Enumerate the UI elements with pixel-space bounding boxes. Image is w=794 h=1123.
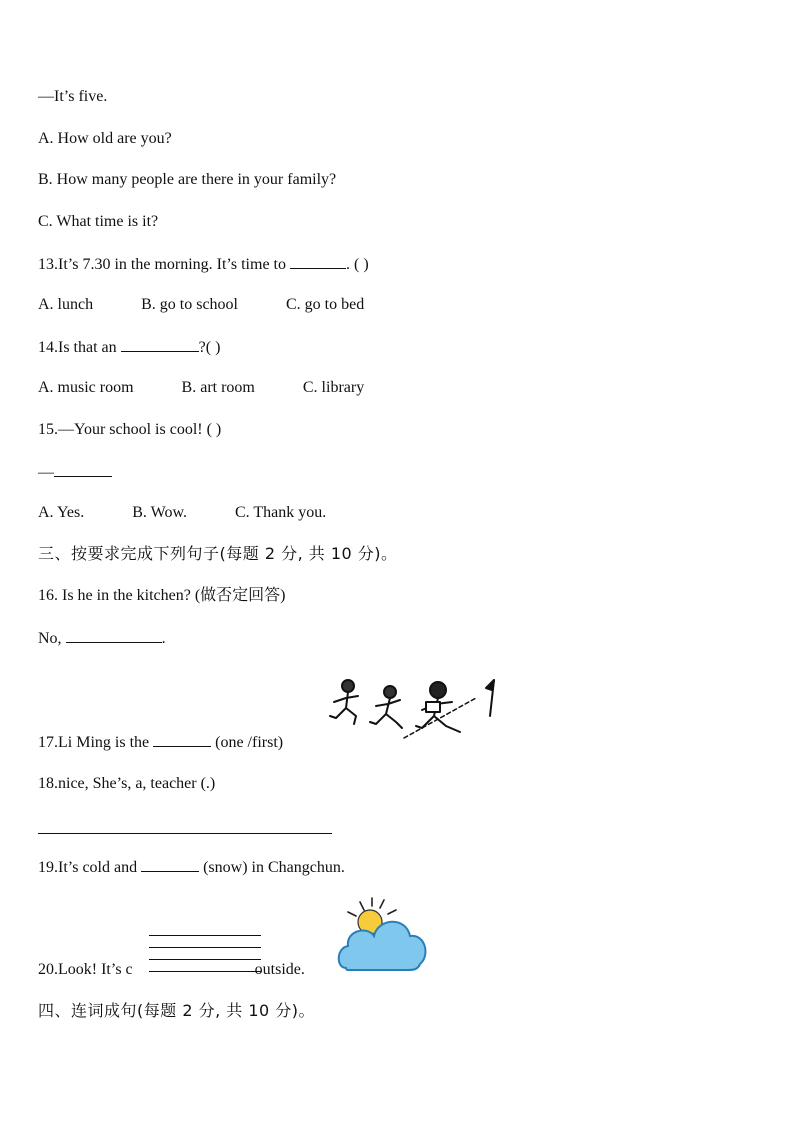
q15-option-b: B. Wow. bbox=[132, 504, 187, 521]
q15-option-a: A. Yes. bbox=[38, 504, 85, 521]
q13-option-c: C. go to bed bbox=[286, 296, 365, 313]
q12-option-c: C. What time is it? bbox=[38, 213, 159, 230]
q19-tail: (snow) in Changchun. bbox=[203, 859, 345, 876]
q20-tail: outside. bbox=[254, 961, 305, 978]
q15-response-line bbox=[38, 462, 112, 483]
q17-question bbox=[38, 732, 283, 753]
section-4-heading: 四、连词成句(每题 2 分, 共 10 分)。 bbox=[38, 1001, 316, 1020]
q16-answer-suffix: . bbox=[161, 630, 166, 647]
running-race-icon bbox=[326, 676, 502, 746]
q20-stem: 20.Look! It’s c bbox=[38, 961, 133, 978]
q14-option-a: A. music room bbox=[38, 379, 134, 396]
q13-option-a: A. lunch bbox=[38, 296, 94, 313]
q20-question bbox=[38, 960, 305, 980]
q16-question: 16. Is he in the kitchen? (做否定回答) bbox=[38, 587, 286, 604]
q17-tail: (one /first) bbox=[215, 734, 284, 751]
q14-answer-blank[interactable] bbox=[121, 337, 199, 352]
q13-answer-blank[interactable] bbox=[290, 254, 346, 269]
q15-question: 15.—Your school is cool! ( ) bbox=[38, 421, 222, 438]
q14-options bbox=[38, 378, 364, 398]
q15-dash: — bbox=[38, 464, 54, 481]
q15-option-c: C. Thank you. bbox=[234, 504, 327, 521]
q14-question bbox=[38, 337, 220, 358]
q14-tail: ?( ) bbox=[198, 339, 221, 356]
q12-answer-text: —It’s five. bbox=[38, 88, 108, 105]
q12-option-a: A. How old are you? bbox=[38, 130, 172, 147]
q16-answer-line bbox=[38, 628, 166, 649]
sun-behind-cloud-icon bbox=[334, 896, 430, 974]
section-3-heading: 三、按要求完成下列句子(每题 2 分, 共 10 分)。 bbox=[38, 544, 398, 563]
q13-stem: 13.It’s 7.30 in the morning. It’s time to bbox=[38, 256, 286, 273]
q13-option-b: B. go to school bbox=[141, 296, 238, 313]
writing-guide-line bbox=[149, 935, 261, 936]
q13-options bbox=[38, 295, 364, 315]
q13-question bbox=[38, 254, 369, 275]
q15-options bbox=[38, 503, 326, 523]
q17-answer-blank[interactable] bbox=[153, 732, 211, 747]
writing-guide-line bbox=[149, 947, 261, 948]
q16-answer-prefix: No, bbox=[38, 630, 62, 647]
q18-question: 18.nice, She’s, a, teacher (.) bbox=[38, 775, 216, 792]
q14-option-c: C. library bbox=[302, 379, 365, 396]
q13-tail: . ( ) bbox=[345, 256, 369, 273]
q12-option-b: B. How many people are there in your family? bbox=[38, 171, 337, 188]
q14-option-b: B. art room bbox=[181, 379, 255, 396]
q19-question bbox=[38, 857, 345, 878]
q18-answer-line[interactable] bbox=[38, 833, 332, 834]
q15-answer-blank[interactable] bbox=[54, 462, 112, 477]
q19-stem: 19.It’s cold and bbox=[38, 859, 138, 876]
q17-stem: 17.Li Ming is the bbox=[38, 734, 150, 751]
q19-answer-blank[interactable] bbox=[141, 857, 199, 872]
q16-answer-blank[interactable] bbox=[66, 628, 162, 643]
q14-stem: 14.Is that an bbox=[38, 339, 117, 356]
